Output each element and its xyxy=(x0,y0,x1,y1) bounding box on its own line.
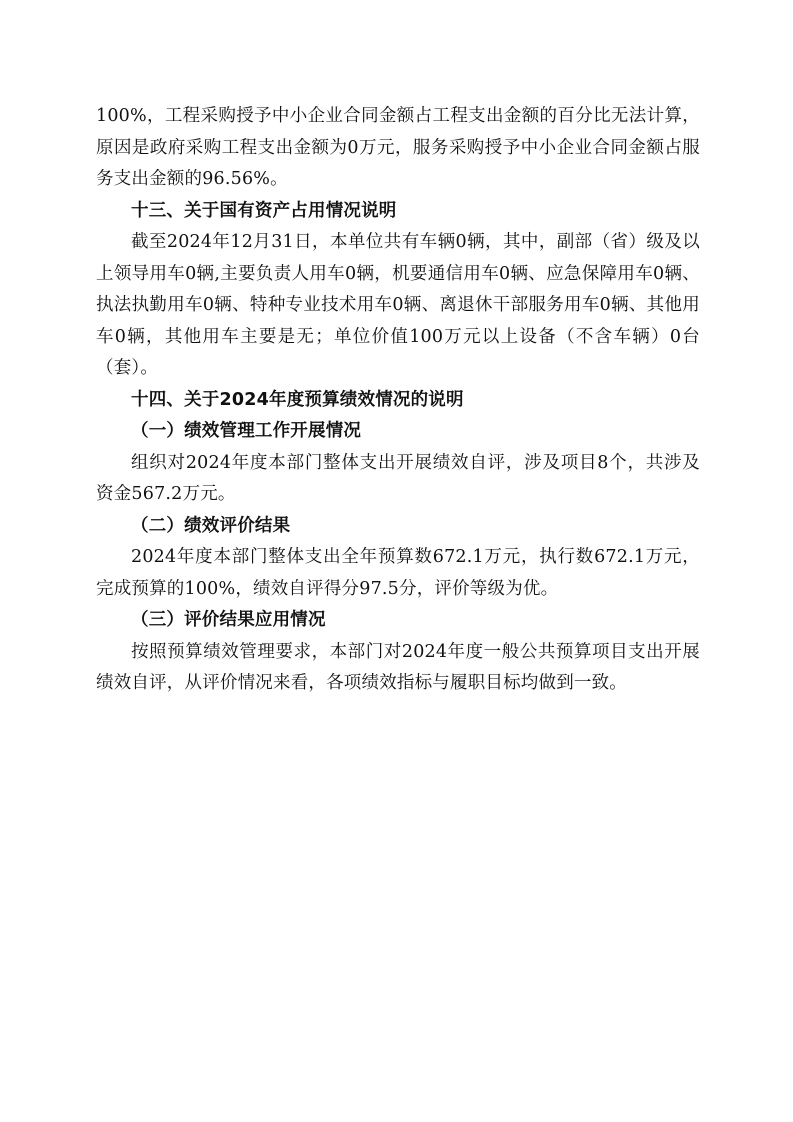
subsection-3-paragraph: 按照预算绩效管理要求，本部门对2024年度一般公共预算项目支出开展绩效自评，从评价情况来看，各项绩效指标与履职目标均做到一致。 xyxy=(96,641,700,693)
subsection-1-heading: （一）绩效管理工作开展情况 xyxy=(131,421,362,441)
subsection-2-heading: （二）绩效评价结果 xyxy=(131,515,291,536)
subsection-1-paragraph: 组织对2024年度本部门整体支出开展绩效自评，涉及项目8个，共涉及资金567.2万元。 xyxy=(96,452,700,504)
subsection-2-paragraph: 2024年度本部门整体支出全年预算数672.1万元，执行数672.1万元，完成预算的100%，绩效自评得分97.5分，评价等级为优。 xyxy=(96,547,700,599)
section-13-paragraph: 截至2024年12月31日，本单位共有车辆0辆，其中，副部（省）级及以上领导用车0辆,主要负责人用车0辆，机要通信用车0辆、应急保障用车0辆、执法执勤用车0辆、特种专业技术用车0辆、离退休干部服务用车0辆、其他用车0辆，其他用车主要是无；单位价值100万元以上设备（不含车辆）0台（套）。 xyxy=(96,232,700,378)
subsection-3-heading: （三）评价结果应用情况 xyxy=(131,610,326,630)
section-13-heading: 十三、关于国有资产占用情况说明 xyxy=(131,200,397,221)
document-page xyxy=(96,101,700,700)
section-14-heading: 十四、关于2024年度预算绩效情况的说明 xyxy=(131,389,464,410)
continuation-paragraph: 100%，工程采购授予中小企业合同金额占工程支出金额的百分比无法计算，原因是政府采购工程支出金额为0万元，服务采购授予中小企业合同金额占服务支出金额的96.56%。 xyxy=(96,106,700,189)
